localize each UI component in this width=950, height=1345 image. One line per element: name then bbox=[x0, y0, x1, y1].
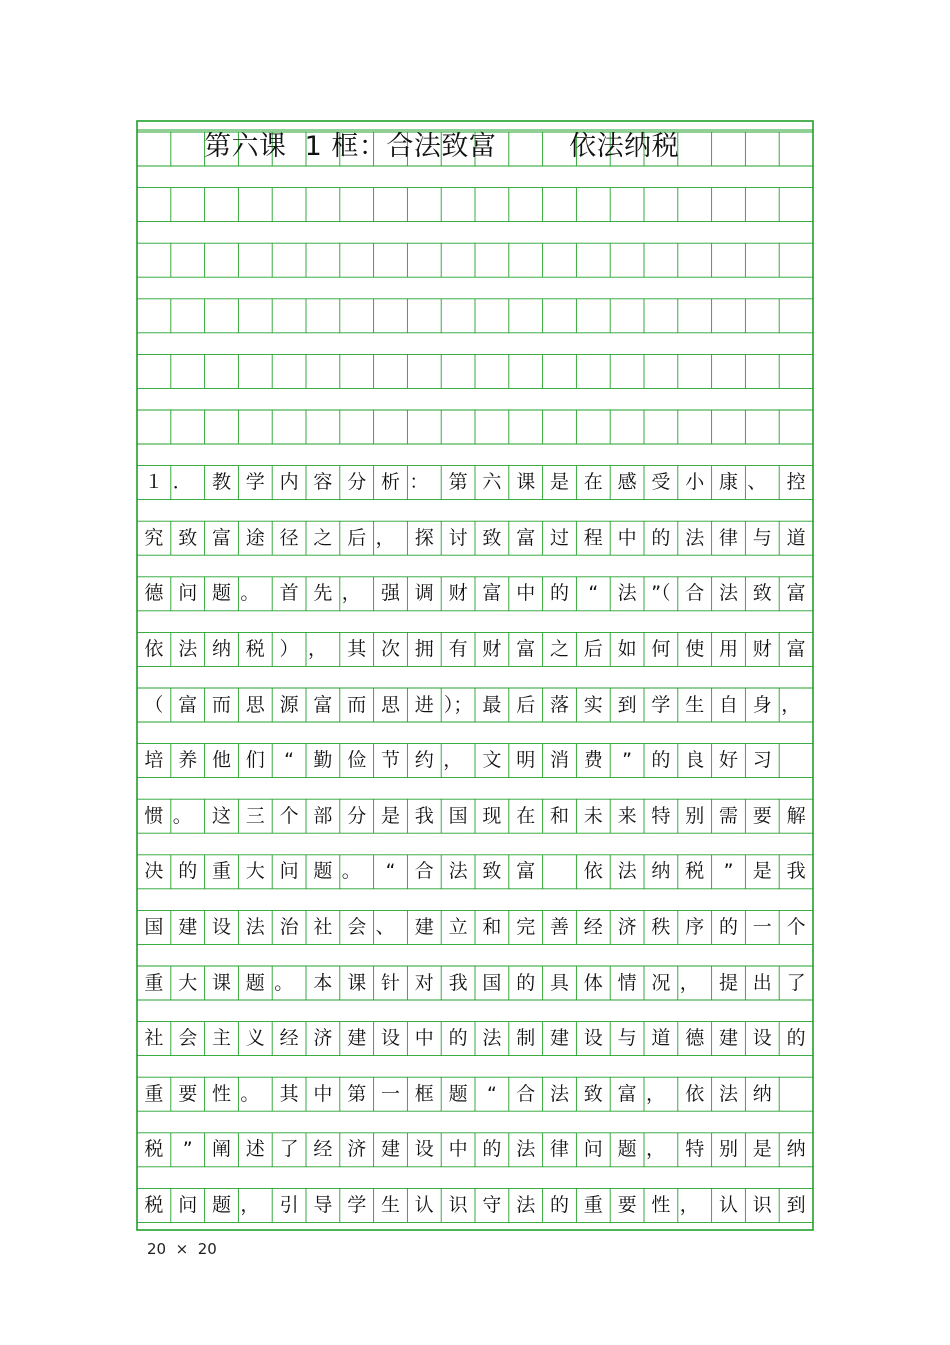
grid-cell-char: 特 bbox=[685, 1138, 705, 1161]
grid-cell-char: 、 bbox=[747, 471, 767, 494]
grid-cell-char: 的 bbox=[482, 1138, 502, 1161]
grid-cell-char: ， bbox=[443, 749, 463, 772]
grid-cell-char: 个 bbox=[279, 804, 299, 827]
grid-cell-char bbox=[543, 855, 577, 889]
grid-cell-char: 与 bbox=[752, 526, 772, 549]
grid-cell-char: 法 bbox=[718, 582, 738, 605]
grid-cell-char: 一 bbox=[752, 915, 772, 938]
grid-cell-char: 中 bbox=[448, 1138, 468, 1161]
grid-cell-char: 进 bbox=[414, 693, 434, 716]
grid-cell-char: 守 bbox=[482, 1193, 502, 1216]
grid-cell-char: 性 bbox=[211, 1082, 231, 1105]
grid-cell-char: 德 bbox=[144, 582, 164, 605]
grid-cell-char: 题 bbox=[211, 1193, 231, 1216]
grid-cell-char: 题 bbox=[245, 971, 265, 994]
grid-cell-char: 致 bbox=[482, 526, 502, 549]
grid-cell-char: 律 bbox=[549, 1138, 569, 1161]
grid-cell-char: 受 bbox=[651, 471, 671, 494]
grid-cell-char: 本 bbox=[313, 971, 333, 994]
grid-cell-char: 小 bbox=[685, 471, 705, 494]
grid-cell-char: ， bbox=[240, 1193, 260, 1216]
grid-cell-char: 后 bbox=[583, 637, 603, 660]
grid-size-label: 20 × 20 bbox=[147, 1240, 217, 1258]
grid-cell-char: ） bbox=[279, 637, 299, 660]
grid-cell-char: ， bbox=[679, 1193, 699, 1216]
grid-cell-char: 一 bbox=[380, 1082, 400, 1105]
grid-cell-char: 惯 bbox=[144, 804, 164, 827]
grid-cell-char: 培 bbox=[144, 749, 164, 772]
grid-cell-char: 生 bbox=[685, 693, 705, 716]
grid-cell-char: 容 bbox=[313, 471, 333, 494]
grid-cell-char: 秩 bbox=[651, 915, 671, 938]
grid-cell-char: 法 bbox=[245, 915, 265, 938]
grid-cell-char: 思 bbox=[245, 693, 265, 716]
grid-cell-char: 是 bbox=[752, 1138, 772, 1161]
grid-cell-char: 的 bbox=[448, 1027, 468, 1050]
grid-cell-char: 致 bbox=[178, 526, 198, 549]
grid-cell-char: 三 bbox=[245, 804, 265, 827]
grid-cell-char: 主 bbox=[211, 1027, 231, 1050]
grid-cell-char: 的 bbox=[549, 582, 569, 605]
grid-cell-char: 节 bbox=[380, 749, 400, 772]
grid-cell-char: 内 bbox=[279, 471, 299, 494]
grid-cell-char: 建 bbox=[718, 1027, 738, 1050]
grid-cell-char: 导 bbox=[313, 1193, 333, 1216]
grid-cell-char: ． bbox=[172, 471, 192, 494]
grid-cell-char: 税 bbox=[144, 1138, 164, 1161]
grid-cell-char: 设 bbox=[380, 1027, 400, 1050]
grid-cell-char: 中 bbox=[617, 526, 637, 549]
page-title: 第六课 1 框：合法致富 依法纳税 bbox=[204, 131, 680, 162]
grid-cell-char: 认 bbox=[718, 1193, 738, 1216]
grid-cell-char: 纳 bbox=[211, 637, 231, 660]
grid-cell-char: 国 bbox=[448, 804, 468, 827]
grid-cell-char: 俭 bbox=[347, 749, 367, 772]
grid-cell-char: 的 bbox=[786, 1027, 806, 1050]
grid-cell-char: 富 bbox=[516, 526, 536, 549]
grid-cell-char: 费 bbox=[583, 749, 603, 772]
grid-cell-char: 法 bbox=[685, 526, 705, 549]
grid-cell-char: 分 bbox=[347, 471, 367, 494]
grid-cell-char: 课 bbox=[211, 971, 231, 994]
grid-cell-char: 认 bbox=[414, 1193, 434, 1216]
grid-cell-char: 我 bbox=[414, 804, 434, 827]
grid-cell-char: 们 bbox=[245, 749, 265, 772]
grid-cell-char: 过 bbox=[549, 526, 569, 549]
grid-cell-char: 引 bbox=[279, 1193, 299, 1216]
grid-cell-char: ， bbox=[781, 693, 801, 716]
grid-cell-char: 制 bbox=[516, 1027, 536, 1050]
grid-cell-char: 后 bbox=[347, 526, 367, 549]
grid-cell-char: 济 bbox=[347, 1138, 367, 1161]
grid-cell-char: 致 bbox=[583, 1082, 603, 1105]
grid-cell-char: 法 bbox=[718, 1082, 738, 1105]
grid-cell-char: 消 bbox=[549, 749, 569, 772]
grid-cell-char: 对 bbox=[414, 971, 434, 994]
grid-cell-char: 出 bbox=[752, 971, 772, 994]
grid-cell-char: 中 bbox=[313, 1082, 333, 1105]
grid-cell-char: 次 bbox=[380, 637, 400, 660]
grid-cell-char: ， bbox=[679, 971, 699, 994]
grid-cell-char: 如 bbox=[617, 637, 637, 660]
grid-cell-char: 养 bbox=[178, 749, 198, 772]
grid-cell-char: 财 bbox=[448, 582, 468, 605]
grid-cell-char: 道 bbox=[786, 526, 806, 549]
grid-cell-char: 体 bbox=[583, 971, 603, 994]
grid-cell-char: 立 bbox=[448, 915, 468, 938]
grid-cell-char: 思 bbox=[380, 693, 400, 716]
grid-cell-char: 富 bbox=[516, 860, 536, 883]
grid-cell-char: 是 bbox=[752, 860, 772, 883]
grid-cell-char: ， bbox=[646, 1138, 666, 1161]
grid-cell-char: 中 bbox=[414, 1027, 434, 1050]
grid-cell-char: 设 bbox=[752, 1027, 772, 1050]
grid-cell-char: 述 bbox=[245, 1138, 265, 1161]
grid-cell-char: 课 bbox=[347, 971, 367, 994]
grid-cell-char: 法 bbox=[482, 1027, 502, 1050]
grid-cell-char: 识 bbox=[752, 1193, 772, 1216]
grid-cell-char: 教 bbox=[211, 471, 231, 494]
grid-cell-char: 会 bbox=[178, 1027, 198, 1050]
grid-cell-char: 大 bbox=[245, 860, 265, 883]
grid-cell-char: 依 bbox=[144, 637, 164, 660]
grid-cell-char: 之 bbox=[549, 637, 569, 660]
grid-cell-char: 的 bbox=[651, 526, 671, 549]
grid-cell-char: 富 bbox=[786, 582, 806, 605]
grid-cell-char: 是 bbox=[380, 804, 400, 827]
grid-cell-char: 。 bbox=[341, 860, 361, 883]
grid-cell-char: ， bbox=[308, 637, 328, 660]
grid-cell-char: 拥 bbox=[414, 637, 434, 660]
grid-cell-char: ”（ bbox=[651, 582, 671, 605]
grid-cell-char: 特 bbox=[651, 804, 671, 827]
grid-cell-char: 完 bbox=[516, 915, 536, 938]
grid-cell-char: “ bbox=[486, 1082, 497, 1105]
grid-cell-char: 需 bbox=[718, 804, 738, 827]
grid-cell-char: 富 bbox=[482, 582, 502, 605]
grid-cell-char: “ bbox=[284, 749, 294, 772]
grid-cell-char: 部 bbox=[313, 804, 333, 827]
grid-cell-char: 针 bbox=[380, 971, 400, 994]
grid-cell-char: 法 bbox=[516, 1138, 536, 1161]
grid-cell-char: 探 bbox=[414, 526, 434, 549]
grid-cell-char: 经 bbox=[313, 1138, 333, 1161]
grid-cell-char: 问 bbox=[178, 582, 198, 605]
grid-cell-char: 建 bbox=[414, 915, 434, 938]
grid-cell-char: 的 bbox=[516, 971, 536, 994]
grid-cell-char: 题 bbox=[313, 860, 333, 883]
grid-cell-char: 。 bbox=[274, 971, 294, 994]
grid-cell-char: 课 bbox=[516, 471, 536, 494]
grid-cell-char: 道 bbox=[651, 1027, 671, 1050]
grid-cell-char: 途 bbox=[245, 526, 265, 549]
grid-cell-char: 这 bbox=[211, 804, 231, 827]
grid-cell-char: 和 bbox=[549, 804, 569, 827]
grid-cell-char: 济 bbox=[617, 915, 637, 938]
grid-cell-char bbox=[779, 744, 813, 778]
grid-cell-char: ， bbox=[646, 1082, 666, 1105]
grid-cell-char: 。 bbox=[240, 582, 260, 605]
grid-cell-char: 富 bbox=[178, 693, 198, 716]
grid-cell-char: 学 bbox=[651, 693, 671, 716]
grid-cell-char: 感 bbox=[617, 471, 637, 494]
grid-cell-char: 径 bbox=[279, 526, 299, 549]
grid-cell-char: 依 bbox=[583, 860, 603, 883]
grid-cell-char: 要 bbox=[178, 1082, 198, 1105]
grid-cell-char: 建 bbox=[380, 1138, 400, 1161]
grid-cell-char: 与 bbox=[617, 1027, 637, 1050]
grid-cell-char: （ bbox=[144, 693, 164, 716]
grid-cell-char: 题 bbox=[448, 1082, 468, 1105]
grid-cell-char: 重 bbox=[211, 860, 231, 883]
grid-cell-char: 未 bbox=[583, 804, 603, 827]
grid-cell-char: 国 bbox=[144, 915, 164, 938]
grid-cell-char: 合 bbox=[516, 1082, 536, 1105]
grid-cell-char: 财 bbox=[752, 637, 772, 660]
grid-cell-char: 生 bbox=[380, 1193, 400, 1216]
grid-cell-char: 而 bbox=[347, 693, 367, 716]
grid-cell-char: 个 bbox=[786, 915, 806, 938]
grid-cell-char: 法 bbox=[617, 860, 637, 883]
grid-cell-char bbox=[779, 1077, 813, 1111]
grid-cell-char: “ bbox=[588, 582, 599, 605]
grid-cell-char: ” bbox=[182, 1138, 193, 1161]
grid-cell-char: 法 bbox=[448, 860, 468, 883]
grid-cell-char: 良 bbox=[685, 749, 705, 772]
grid-cell-char: 用 bbox=[718, 637, 738, 660]
grid-cell-char: 解 bbox=[786, 804, 806, 827]
grid-cell-char: 框 bbox=[414, 1082, 434, 1105]
grid-cell-char: 学 bbox=[245, 471, 265, 494]
grid-cell-char: 六 bbox=[482, 471, 502, 494]
grid-cell-char: 富 bbox=[211, 526, 231, 549]
grid-cell-char: 税 bbox=[685, 860, 705, 883]
grid-cell-char: 了 bbox=[279, 1138, 299, 1161]
grid-cell-char: 程 bbox=[583, 526, 603, 549]
grid-cell-char: 设 bbox=[414, 1138, 434, 1161]
grid-cell-char: 自 bbox=[718, 693, 738, 716]
grid-cell-char: 来 bbox=[617, 804, 637, 827]
grid-cell-char: 中 bbox=[516, 582, 536, 605]
grid-cell-char: 析 bbox=[380, 471, 400, 494]
grid-cell-char: 他 bbox=[211, 749, 231, 772]
grid-cell-char: 建 bbox=[549, 1027, 569, 1050]
grid-cell-char: 问 bbox=[583, 1138, 603, 1161]
grid-cell-char: 康 bbox=[718, 471, 738, 494]
grid-cell-char: 财 bbox=[482, 637, 502, 660]
grid-cell-char: 是 bbox=[549, 471, 569, 494]
grid-cell-char: 我 bbox=[786, 860, 806, 883]
grid-cell-char: 到 bbox=[617, 693, 637, 716]
grid-cell-char: 之 bbox=[313, 526, 333, 549]
grid-cell-char: 身 bbox=[752, 693, 772, 716]
grid-cell-char: 讨 bbox=[448, 526, 468, 549]
grid-cell-char: 明 bbox=[516, 749, 536, 772]
grid-cell-char: 决 bbox=[144, 860, 164, 883]
grid-cell-char: 后 bbox=[516, 693, 536, 716]
grid-cell-char: 德 bbox=[685, 1027, 705, 1050]
grid-cell-char: 建 bbox=[347, 1027, 367, 1050]
grid-cell-char: 法 bbox=[178, 637, 198, 660]
grid-cell-char: 源 bbox=[279, 693, 299, 716]
grid-cell-char: 济 bbox=[313, 1027, 333, 1050]
grid-cell-char: ）； bbox=[443, 693, 473, 716]
grid-cell-char: 了 bbox=[786, 971, 806, 994]
grid-cell-char: 我 bbox=[448, 971, 468, 994]
grid-cell-char: 国 bbox=[482, 971, 502, 994]
grid-cell-char: 阐 bbox=[211, 1138, 231, 1161]
grid-cell-char: 分 bbox=[347, 804, 367, 827]
grid-cell-char: 别 bbox=[685, 804, 705, 827]
grid-cell-char: 设 bbox=[583, 1027, 603, 1050]
grid-cell-char: 依 bbox=[685, 1082, 705, 1105]
grid-cell-char: 问 bbox=[279, 860, 299, 883]
grid-cell-char: 先 bbox=[313, 582, 333, 605]
grid-cell-char: 别 bbox=[718, 1138, 738, 1161]
grid-cell-char: 的 bbox=[718, 915, 738, 938]
grid-cell-char: 法 bbox=[549, 1082, 569, 1105]
grid-cell-char: 性 bbox=[651, 1193, 671, 1216]
grid-cell-char: 调 bbox=[414, 582, 434, 605]
grid-cell-char: 况 bbox=[651, 971, 671, 994]
grid-cell-char: 题 bbox=[211, 582, 231, 605]
grid-cell-char: 第 bbox=[347, 1082, 367, 1105]
grid-cell-char: 问 bbox=[178, 1193, 198, 1216]
grid-cell-char: 税 bbox=[245, 637, 265, 660]
grid-cell-char: 合 bbox=[414, 860, 434, 883]
grid-cell-char: 而 bbox=[211, 693, 231, 716]
grid-cell-char: 律 bbox=[718, 526, 738, 549]
grid-cell-char: 税 bbox=[144, 1193, 164, 1216]
grid-cell-char: 善 bbox=[549, 915, 569, 938]
grid-cell-char: 勤 bbox=[313, 749, 333, 772]
grid-cell-char: 好 bbox=[718, 749, 738, 772]
grid-cell-char: 设 bbox=[211, 915, 231, 938]
grid-outer-border bbox=[137, 121, 813, 1230]
grid-cell-char: 学 bbox=[347, 1193, 367, 1216]
grid-cell-char: 大 bbox=[178, 971, 198, 994]
grid-cell-char: 何 bbox=[651, 637, 671, 660]
grid-cell-char: 序 bbox=[685, 915, 705, 938]
grid-cell-char: 有 bbox=[448, 637, 468, 660]
grid-cell-char: 重 bbox=[583, 1193, 603, 1216]
grid-cell-char: 其 bbox=[347, 637, 367, 660]
grid-cell-char: 致 bbox=[752, 582, 772, 605]
grid-cell-char: 的 bbox=[178, 860, 198, 883]
grid-cell-char: 要 bbox=[617, 1193, 637, 1216]
grid-cell-char: 义 bbox=[245, 1027, 265, 1050]
grid-cell-char: 社 bbox=[313, 915, 333, 938]
grid-cell-char: 究 bbox=[144, 526, 164, 549]
grid-cell-char: 的 bbox=[651, 749, 671, 772]
grid-cell-char: 致 bbox=[482, 860, 502, 883]
grid-cell-char: “ bbox=[385, 860, 396, 883]
grid-cell-char: 法 bbox=[617, 582, 637, 605]
grid-cell-char: 第 bbox=[448, 471, 468, 494]
grid-cell-char: 情 bbox=[617, 971, 637, 994]
grid-cell-char: 落 bbox=[549, 693, 569, 716]
grid-cell-char: 富 bbox=[786, 637, 806, 660]
grid-cell-char: 习 bbox=[752, 749, 772, 772]
grid-cell-char: 建 bbox=[178, 915, 198, 938]
grid-cell-char: 其 bbox=[279, 1082, 299, 1105]
grid-cell-char: 富 bbox=[617, 1082, 637, 1105]
grid-cell-char: 题 bbox=[617, 1138, 637, 1161]
grid-cell-char: ： bbox=[409, 471, 429, 494]
grid-cell-char: 识 bbox=[448, 1193, 468, 1216]
grid-cell-char: 使 bbox=[685, 637, 705, 660]
grid-cell-char: 纳 bbox=[651, 860, 671, 883]
grid-cell-char: 经 bbox=[583, 915, 603, 938]
grid-cell-char: 社 bbox=[144, 1027, 164, 1050]
grid-cell-char: 会 bbox=[347, 915, 367, 938]
grid-cell-char: 最 bbox=[482, 693, 502, 716]
grid-cell-char: ， bbox=[341, 582, 361, 605]
grid-cell-char: 法 bbox=[516, 1193, 536, 1216]
grid-cell-char: 强 bbox=[380, 582, 400, 605]
grid-cell-char: 到 bbox=[786, 1193, 806, 1216]
grid-cell-char: ， bbox=[375, 526, 395, 549]
grid-cell-char: 的 bbox=[549, 1193, 569, 1216]
grid-cell-char: １ bbox=[144, 471, 164, 494]
grid-cell-char: 纳 bbox=[786, 1138, 806, 1161]
grid-cell-char: 重 bbox=[144, 971, 164, 994]
grid-cell-char: 和 bbox=[482, 915, 502, 938]
grid-cell-char: 合 bbox=[685, 582, 705, 605]
grid-cell-char: 经 bbox=[279, 1027, 299, 1050]
grid-cell-char: 在 bbox=[516, 804, 536, 827]
grid-cell-char: ” bbox=[622, 749, 632, 772]
grid-cell-char: 重 bbox=[144, 1082, 164, 1105]
grid-cell-char: 首 bbox=[279, 582, 299, 605]
grid-cell-char: 。 bbox=[240, 1082, 260, 1105]
grid-cell-char: 文 bbox=[482, 749, 502, 772]
grid-cell-char: 、 bbox=[375, 915, 395, 938]
grid-cell-char: 控 bbox=[786, 471, 806, 494]
grid-cell-char: 要 bbox=[752, 804, 772, 827]
grid-cell-char: 富 bbox=[516, 637, 536, 660]
grid-cell-char: 富 bbox=[313, 693, 333, 716]
grid-cell-char: 约 bbox=[414, 749, 434, 772]
grid-cell-char: 现 bbox=[482, 804, 502, 827]
grid-cell-char: 具 bbox=[549, 971, 569, 994]
grid-cell-char: ” bbox=[723, 860, 734, 883]
grid-cell-char: 纳 bbox=[752, 1082, 772, 1105]
grid-cell-char: 实 bbox=[583, 693, 603, 716]
grid-cell-char: 提 bbox=[718, 971, 738, 994]
grid-cell-char: 治 bbox=[279, 915, 299, 938]
grid-cell-char: 在 bbox=[583, 471, 603, 494]
grid-cell-char: 。 bbox=[172, 804, 192, 827]
